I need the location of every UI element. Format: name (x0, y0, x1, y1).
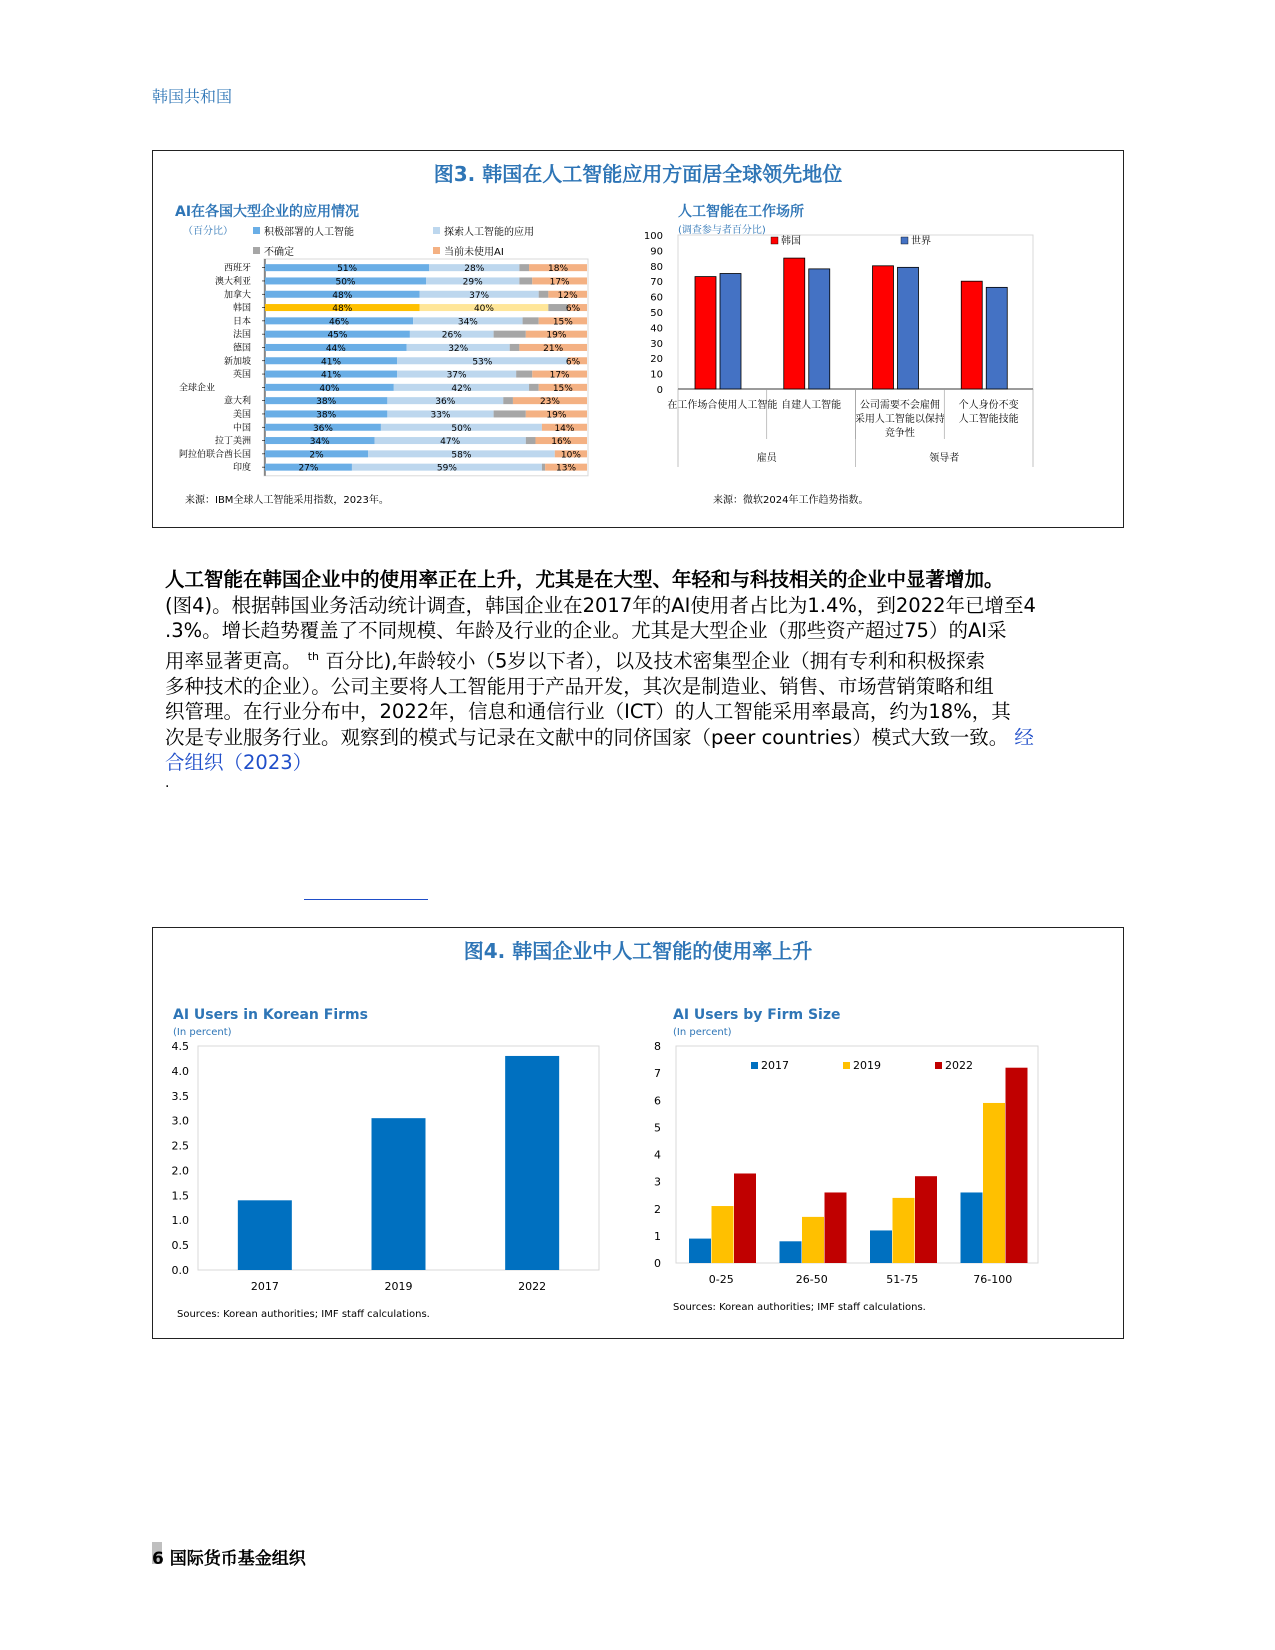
data-label: 51% (337, 264, 358, 275)
data-label: 48% (332, 304, 353, 315)
y-tick-label: 60 (650, 292, 663, 304)
superscript: th (307, 649, 319, 663)
fig3-right-source: 来源：微软2024年工作趋势指数。 (713, 495, 869, 506)
stacked-bar-segment (519, 277, 532, 284)
fig3-left-source: 来源：IBM全球人工智能采用指数，2023年。 (185, 495, 389, 506)
data-label: 34% (457, 317, 478, 328)
column-bar (802, 1217, 824, 1263)
data-label: 41% (321, 370, 342, 381)
paragraph-text: 百分比),年龄较小（5岁以下者），以及技术密集型企业（拥有专利和积极探索 (319, 649, 986, 672)
y-tick-label: 7 (654, 1067, 661, 1081)
legend-swatch (843, 1062, 850, 1069)
data-label: 48% (332, 290, 353, 301)
data-label: 59% (436, 463, 457, 474)
stacked-bar-segment (523, 317, 539, 324)
country-label: 美国 (232, 409, 251, 420)
country-label: 全球企业 (179, 383, 216, 394)
column-bar (983, 1103, 1005, 1263)
y-tick-label: 50 (650, 308, 663, 319)
column-bar (372, 1118, 426, 1270)
data-label: 23% (539, 397, 560, 408)
y-tick-label: 1.5 (171, 1189, 189, 1203)
legend-label: 探索人工智能的应用 (444, 227, 534, 238)
y-tick-label: 0 (656, 385, 663, 396)
paragraph-text: 多种技术的企业）。公司主要将人工智能用于产品开发，其次是制造业、销售、市场营销策略和组 (165, 674, 994, 698)
data-label: 45% (327, 330, 348, 341)
data-label: 17% (549, 370, 570, 381)
paragraph-text: 用率显著更高。 (165, 649, 308, 672)
data-label: 38% (316, 410, 337, 421)
paragraph-text: 织管理。在行业分布中，2022年，信息和通信行业（ICT）的人工智能采用率最高，约为18%，其 (165, 700, 1011, 723)
stacked-bar-segment (526, 437, 536, 444)
data-label: 37% (446, 370, 467, 381)
stacked-bar-segment (539, 291, 549, 298)
column-bar (893, 1198, 915, 1263)
figure-4 (152, 927, 1124, 1339)
footer-org: 国际货币基金组织 (169, 1549, 306, 1569)
x-category-label: 个人身份不变 (958, 400, 1019, 411)
data-label: 42% (451, 383, 472, 394)
data-label: 21% (543, 343, 564, 354)
data-label: 34% (309, 437, 330, 448)
data-label: 15% (552, 383, 573, 394)
data-label: 18% (548, 264, 569, 275)
paragraph-lead: 人工智能在韩国企业中的使用率正在上升，尤其是在大型、年轻和与科技相关的企业中显著增加。 (165, 568, 1004, 591)
stray-period: . (165, 775, 170, 791)
data-label: 26% (441, 330, 462, 341)
column-bar (915, 1176, 937, 1263)
fig4-right-panel-title: AI Users by Firm Size (673, 1007, 841, 1023)
fig4-left-source: Sources: Korean authorities; IMF staff calculations. (177, 1309, 430, 1320)
data-label: 47% (440, 437, 461, 448)
x-category-label: 采用人工智能以保持 (854, 414, 945, 425)
fig3-right-chart (633, 151, 1123, 527)
x-category-label: 公司需要不会雇佣 (859, 400, 940, 411)
country-label: 意大利 (223, 396, 251, 407)
legend-swatch (771, 237, 778, 244)
x-tick-label: 2022 (518, 1280, 547, 1293)
stacked-bar-segment (494, 331, 526, 338)
legend-swatch (751, 1062, 758, 1069)
column-bar (873, 266, 894, 389)
column-bar (734, 1173, 756, 1263)
column-bar (986, 287, 1007, 389)
data-label: 50% (335, 277, 356, 288)
country-label: 法国 (232, 330, 251, 341)
data-label: 28% (464, 264, 485, 275)
country-label: 韩国 (232, 303, 251, 314)
country-label: 中国 (232, 423, 251, 434)
y-tick-label: 2 (654, 1202, 661, 1216)
figure-3 (152, 150, 1124, 528)
footnote-divider (304, 899, 428, 900)
y-tick-label: 100 (643, 231, 663, 242)
country-label: 日本 (232, 316, 251, 327)
legend-label: 当前未使用AI (444, 247, 504, 258)
data-label: 19% (546, 330, 567, 341)
x-group-label: 雇员 (756, 453, 777, 464)
column-bar (720, 274, 741, 390)
data-label: 36% (312, 423, 333, 434)
x-tick-label: 2019 (384, 1280, 413, 1293)
column-bar (695, 277, 716, 389)
data-label: 29% (462, 277, 483, 288)
x-category-label: 人工智能技能 (958, 414, 1019, 425)
y-tick-label: 0.0 (171, 1264, 189, 1277)
legend-label: 2019 (853, 1059, 881, 1072)
column-bar (505, 1056, 559, 1270)
x-category-label: 在工作场合使用人工智能 (667, 400, 778, 411)
legend-label: 不确定 (264, 247, 294, 258)
y-tick-label: 4 (654, 1148, 661, 1162)
stacked-bar-segment (542, 464, 545, 471)
footer (152, 1544, 306, 1569)
y-tick-label: 6 (654, 1094, 661, 1108)
paragraph-text: 次是专业服务行业。观察到的模式与记录在文献中的同侪国家（peer countries）模式大致一致。 (165, 725, 1015, 749)
column-bar (898, 267, 919, 389)
column-bar (712, 1206, 734, 1263)
data-label: 12% (557, 290, 578, 301)
fig4-left-panel-subtitle: (In percent) (173, 1027, 232, 1038)
y-tick-label: 3.0 (171, 1114, 189, 1128)
stacked-bar-segment (519, 264, 529, 271)
running-header-country: 韩国共和国 (152, 87, 233, 106)
fig4-right-source: Sources: Korean authorities; IMF staff calculations. (673, 1302, 926, 1313)
data-label: 53% (472, 357, 493, 368)
y-tick-label: 70 (650, 277, 663, 289)
x-group-label: 领导者 (929, 453, 960, 464)
fig3-right-panel-title: 人工智能在工作场所 (678, 204, 804, 220)
column-bar (1006, 1068, 1028, 1263)
data-label: 50% (451, 423, 472, 434)
data-label: 13% (556, 463, 577, 474)
page-number: 6 (152, 1549, 164, 1569)
data-label: 41% (321, 357, 342, 368)
fig4-right-chart (633, 928, 1123, 1338)
fig3-right-panel-subtitle: (调查参与者百分比) (678, 225, 766, 236)
y-tick-label: 90 (650, 246, 663, 258)
legend-swatch (901, 237, 908, 244)
country-label: 阿拉伯联合酋长国 (178, 449, 251, 460)
column-bar (784, 258, 805, 389)
data-label: 44% (325, 343, 346, 354)
fig3-left-panel-subtitle: （百分比） (183, 226, 233, 237)
figure-3-title: 图3. 韩国在人工智能应用方面居全球领先地位 (433, 162, 843, 186)
figure-4-title: 图4. 韩国企业中人工智能的使用率上升 (463, 939, 813, 963)
legend-label: 韩国 (781, 236, 801, 247)
country-label: 德国 (232, 343, 251, 354)
y-tick-label: 0 (654, 1257, 661, 1270)
data-label: 2% (309, 450, 324, 461)
y-tick-label: 2.0 (171, 1164, 189, 1178)
stacked-bar-segment (503, 397, 513, 404)
y-tick-label: 3 (654, 1175, 661, 1189)
fig4-left-panel-title: AI Users in Korean Firms (173, 1007, 368, 1023)
data-label: 15% (552, 317, 573, 328)
stacked-bar-segment (516, 371, 532, 378)
data-label: 10% (560, 450, 581, 461)
x-tick-label: 0-25 (708, 1273, 734, 1286)
y-tick-label: 1.0 (171, 1214, 189, 1228)
paragraph-text: (图4)。根据韩国业务活动统计调查，韩国企业在2017年的AI使用者占比为1.4%，到2022年已增至4 (165, 593, 1036, 617)
x-category-label: 竞争性 (884, 428, 915, 439)
data-label: 6% (565, 304, 581, 315)
country-label: 拉丁美洲 (214, 436, 251, 447)
column-bar (809, 269, 830, 389)
data-label: 6% (565, 357, 581, 368)
x-tick-label: 26-50 (795, 1273, 828, 1286)
body-paragraph (165, 567, 1133, 776)
y-tick-label: 30 (650, 338, 663, 350)
data-label: 19% (546, 410, 567, 421)
column-bar (780, 1241, 802, 1263)
data-label: 37% (469, 290, 490, 301)
fig4-left-chart (153, 928, 633, 1338)
data-label: 40% (473, 304, 494, 315)
column-bar (238, 1200, 292, 1270)
country-label: 印度 (232, 463, 251, 474)
column-bar (825, 1192, 847, 1263)
data-label: 14% (554, 423, 575, 434)
legend-label: 积极部署的人工智能 (264, 227, 354, 238)
data-label: 58% (451, 450, 472, 461)
y-tick-label: 0.5 (171, 1239, 189, 1253)
y-tick-label: 8 (654, 1040, 661, 1053)
data-label: 32% (448, 343, 469, 354)
legend-label: 世界 (911, 236, 931, 247)
paragraph-text: .3%。增长趋势覆盖了不同规模、年龄及行业的企业。尤其是大型企业（那些资产超过75）的AI采 (165, 619, 1007, 642)
country-label: 新加坡 (223, 356, 251, 367)
stacked-bar-segment (529, 384, 539, 391)
citation-link[interactable]: 合组织（2023） (165, 751, 313, 774)
data-label: 38% (316, 397, 337, 408)
column-bar (961, 1192, 983, 1263)
data-label: 27% (298, 463, 319, 474)
y-tick-label: 10 (650, 369, 663, 381)
data-label: 16% (551, 437, 572, 448)
stacked-bar-segment (510, 344, 520, 351)
y-tick-label: 40 (650, 323, 663, 335)
y-tick-label: 5 (654, 1121, 661, 1135)
legend-label: 2017 (761, 1059, 789, 1072)
stacked-bar-segment (548, 304, 567, 311)
data-label: 33% (430, 410, 451, 421)
country-label: 澳大利亚 (214, 276, 251, 287)
x-category-label: 自建人工智能 (781, 400, 842, 411)
x-tick-label: 51-75 (886, 1273, 919, 1286)
data-label: 46% (329, 317, 350, 328)
y-tick-label: 4.5 (171, 1040, 189, 1053)
data-label: 40% (319, 383, 340, 394)
country-label: 加拿大 (223, 290, 251, 301)
y-tick-label: 1 (654, 1229, 661, 1243)
column-bar (689, 1239, 711, 1263)
column-bar (870, 1230, 892, 1263)
legend-swatch (935, 1062, 942, 1069)
citation-link[interactable]: 经 (1014, 725, 1034, 749)
legend-label: 2022 (945, 1059, 973, 1072)
y-tick-label: 80 (650, 261, 663, 273)
y-tick-label: 2.5 (171, 1139, 189, 1153)
stacked-bar-segment (494, 410, 526, 417)
x-tick-label: 76-100 (973, 1273, 1013, 1286)
fig4-right-panel-subtitle: (In percent) (673, 1027, 732, 1038)
data-label: 17% (549, 277, 570, 288)
column-bar (961, 281, 982, 389)
country-label: 西班牙 (223, 263, 251, 274)
data-label: 36% (435, 397, 456, 408)
y-tick-label: 20 (650, 354, 663, 366)
fig3-left-panel-title: AI在各国大型企业的应用情况 (175, 204, 360, 220)
country-label: 英国 (232, 370, 251, 381)
x-tick-label: 2017 (250, 1280, 279, 1293)
y-tick-label: 4.0 (171, 1064, 189, 1078)
fig3-left-chart (153, 151, 593, 527)
y-tick-label: 3.5 (171, 1089, 189, 1103)
